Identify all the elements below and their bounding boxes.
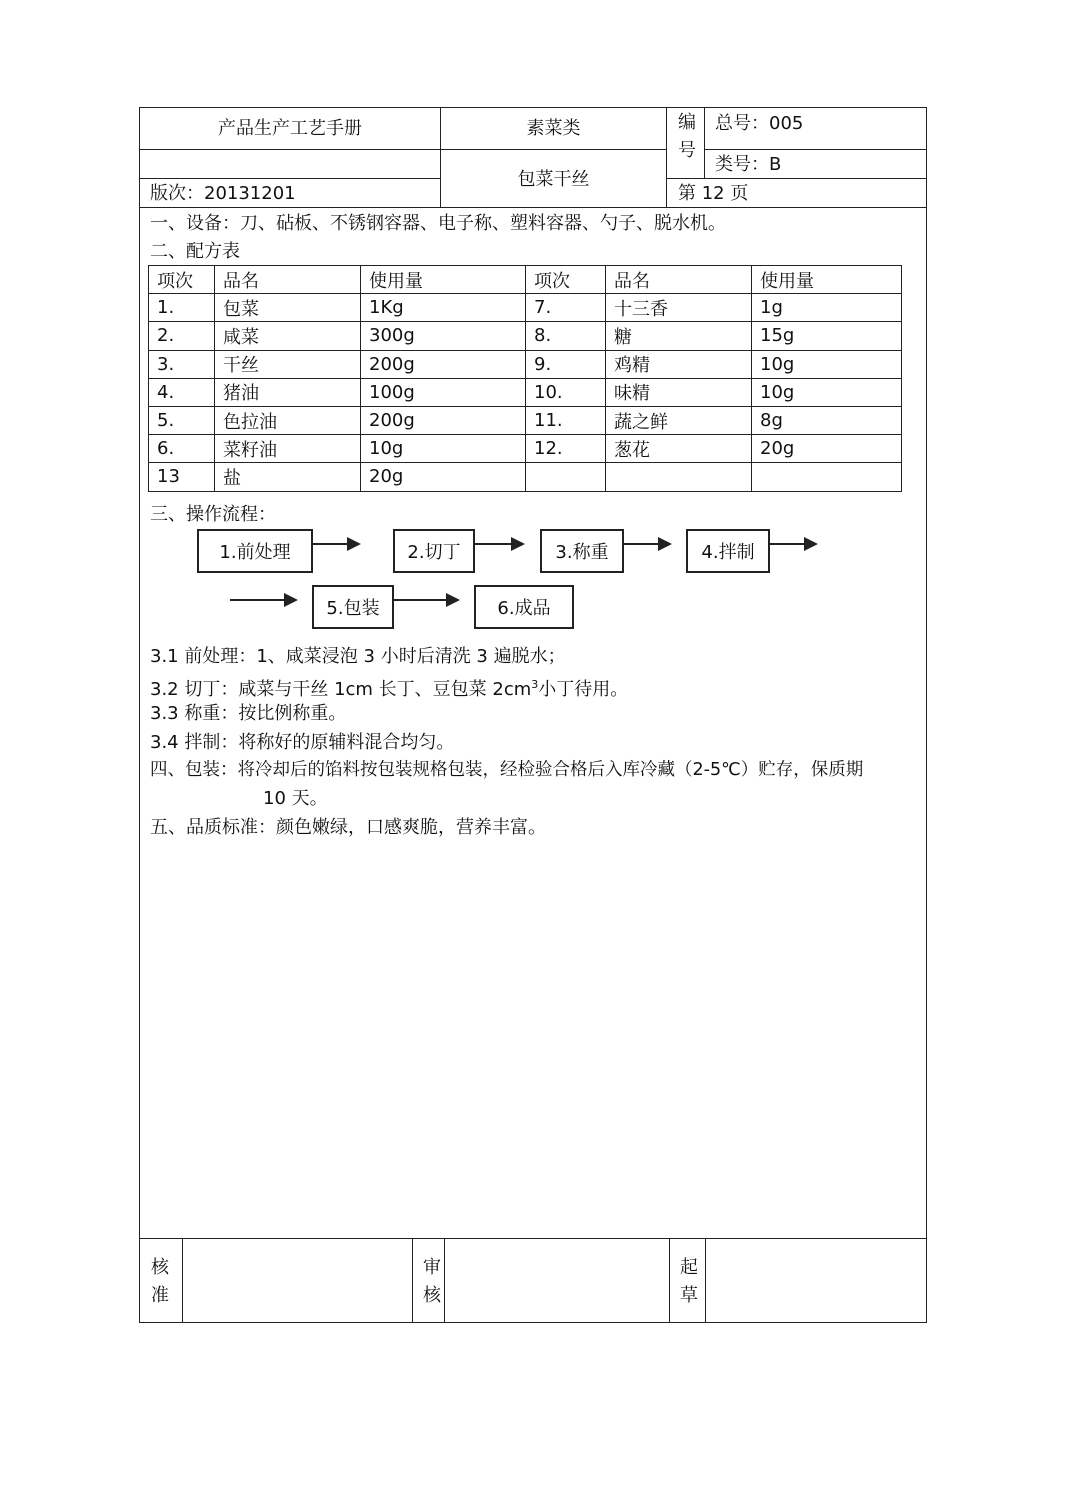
table-row xyxy=(149,350,902,378)
item-name: 菜籽油 xyxy=(215,435,361,463)
review-label-2: 核 xyxy=(423,1285,441,1306)
category: 素菜类 xyxy=(526,118,581,139)
item-amount xyxy=(752,463,902,491)
flow-step-4: 4.拌制 xyxy=(686,529,770,573)
table-row xyxy=(149,378,902,406)
item-amount: 10g xyxy=(752,350,902,378)
item-name: 猪油 xyxy=(215,378,361,406)
flow-step-2: 2.切丁 xyxy=(393,529,475,573)
item-no: 13 xyxy=(149,463,215,491)
item-amount: 10g xyxy=(752,378,902,406)
quality-line: 五、品质标准：颜色嫩绿，口感爽脆，营养丰富。 xyxy=(150,817,546,838)
item-no: 10. xyxy=(526,378,606,406)
item-name: 味精 xyxy=(606,378,752,406)
item-name: 葱花 xyxy=(606,435,752,463)
recipe-header-cell: 使用量 xyxy=(752,266,902,294)
rule xyxy=(139,1238,927,1239)
flow-step-5: 5.包装 xyxy=(312,585,394,629)
item-name: 干丝 xyxy=(215,350,361,378)
item-name xyxy=(606,463,752,491)
step-3-2: 3.2 切丁：咸菜与干丝 1cm 长丁、豆包菜 $2cm^3$小丁待用。 xyxy=(150,678,629,700)
item-amount: 200g xyxy=(361,406,526,434)
approve-label-1: 核 xyxy=(151,1257,169,1278)
recipe-header-cell: 项次 xyxy=(149,266,215,294)
rule xyxy=(182,1238,183,1323)
item-name: 包菜 xyxy=(215,294,361,322)
hao-label: 号 xyxy=(678,140,696,161)
step-3-3: 3.3 称重：按比例称重。 xyxy=(150,703,347,724)
page-number: 第 12 页 xyxy=(678,183,749,204)
step-3-4: 3.4 拌制：将称好的原辅料混合均匀。 xyxy=(150,732,455,753)
item-no xyxy=(526,463,606,491)
flow-arrow xyxy=(624,543,670,545)
rule xyxy=(444,1238,445,1323)
bian-label: 编 xyxy=(678,112,696,133)
recipe-heading: 二、配方表 xyxy=(150,241,240,262)
item-amount: 100g xyxy=(361,378,526,406)
item-name: 盐 xyxy=(215,463,361,491)
recipe-header-cell: 项次 xyxy=(526,266,606,294)
recipe-table xyxy=(148,265,902,492)
item-no: 7. xyxy=(526,294,606,322)
flow-arrow xyxy=(475,543,523,545)
process-heading: 三、操作流程： xyxy=(150,504,276,525)
packaging-line: 四、包装：将冷却后的馅料按包装规格包装，经检验合格后入库冷藏（2-5℃）贮存，保质期 xyxy=(150,760,864,780)
item-amount: 200g xyxy=(361,350,526,378)
item-name: 鸡精 xyxy=(606,350,752,378)
flow-arrow xyxy=(313,543,359,545)
rule xyxy=(666,107,667,207)
table-row xyxy=(149,463,902,491)
item-no: 5. xyxy=(149,406,215,434)
total-number: 总号：005 xyxy=(715,113,804,134)
item-no: 1. xyxy=(149,294,215,322)
item-no: 4. xyxy=(149,378,215,406)
item-amount: 20g xyxy=(752,435,902,463)
item-no: 11. xyxy=(526,406,606,434)
flow-arrow xyxy=(230,599,296,601)
item-name: 色拉油 xyxy=(215,406,361,434)
item-no: 2. xyxy=(149,322,215,350)
rule xyxy=(705,1238,706,1323)
rule xyxy=(139,149,441,150)
rule xyxy=(139,207,927,208)
recipe-header-row xyxy=(149,266,902,294)
item-name: 蔬之鲜 xyxy=(606,406,752,434)
item-no: 9. xyxy=(526,350,606,378)
rule xyxy=(704,107,705,179)
item-amount: 8g xyxy=(752,406,902,434)
equipment-line: 一、设备：刀、砧板、不锈钢容器、电子称、塑料容器、勺子、脱水机。 xyxy=(150,213,726,234)
item-name: 咸菜 xyxy=(215,322,361,350)
item-no: 12. xyxy=(526,435,606,463)
item-amount: 1Kg xyxy=(361,294,526,322)
rule xyxy=(412,1238,413,1323)
rule xyxy=(704,149,927,150)
step-3-1: 3.1 前处理：1、咸菜浸泡 3 小时后清洗 3 遍脱水； xyxy=(150,646,566,667)
rule xyxy=(139,178,441,179)
table-row xyxy=(149,322,902,350)
table-row xyxy=(149,435,902,463)
flow-step-6: 6.成品 xyxy=(474,585,574,629)
item-no: 3. xyxy=(149,350,215,378)
class-number: 类号：B xyxy=(715,154,782,175)
review-label-1: 审 xyxy=(423,1257,441,1278)
draft-label-1: 起 xyxy=(680,1257,698,1278)
item-amount: 15g xyxy=(752,322,902,350)
item-amount: 1g xyxy=(752,294,902,322)
flow-step-3: 3.称重 xyxy=(540,529,624,573)
packaging-line-2: 10 天。 xyxy=(263,788,328,809)
version: 版次：20131201 xyxy=(150,183,296,204)
product-name: 包菜干丝 xyxy=(517,169,590,190)
item-name: 糖 xyxy=(606,322,752,350)
recipe-header-cell: 品名 xyxy=(606,266,752,294)
approve-label-2: 准 xyxy=(151,1285,169,1306)
flow-arrow xyxy=(394,599,458,601)
flow-arrow xyxy=(770,543,816,545)
draft-label-2: 草 xyxy=(680,1285,698,1306)
manual-title: 产品生产工艺手册 xyxy=(218,118,362,139)
item-amount: 20g xyxy=(361,463,526,491)
item-amount: 300g xyxy=(361,322,526,350)
item-name: 十三香 xyxy=(606,294,752,322)
item-no: 6. xyxy=(149,435,215,463)
table-row xyxy=(149,406,902,434)
flow-step-1: 1.前处理 xyxy=(197,529,313,573)
recipe-header-cell: 使用量 xyxy=(361,266,526,294)
item-no: 8. xyxy=(526,322,606,350)
rule xyxy=(441,149,666,150)
item-amount: 10g xyxy=(361,435,526,463)
recipe-header-cell: 品名 xyxy=(215,266,361,294)
table-row xyxy=(149,294,902,322)
rule xyxy=(669,1238,670,1323)
